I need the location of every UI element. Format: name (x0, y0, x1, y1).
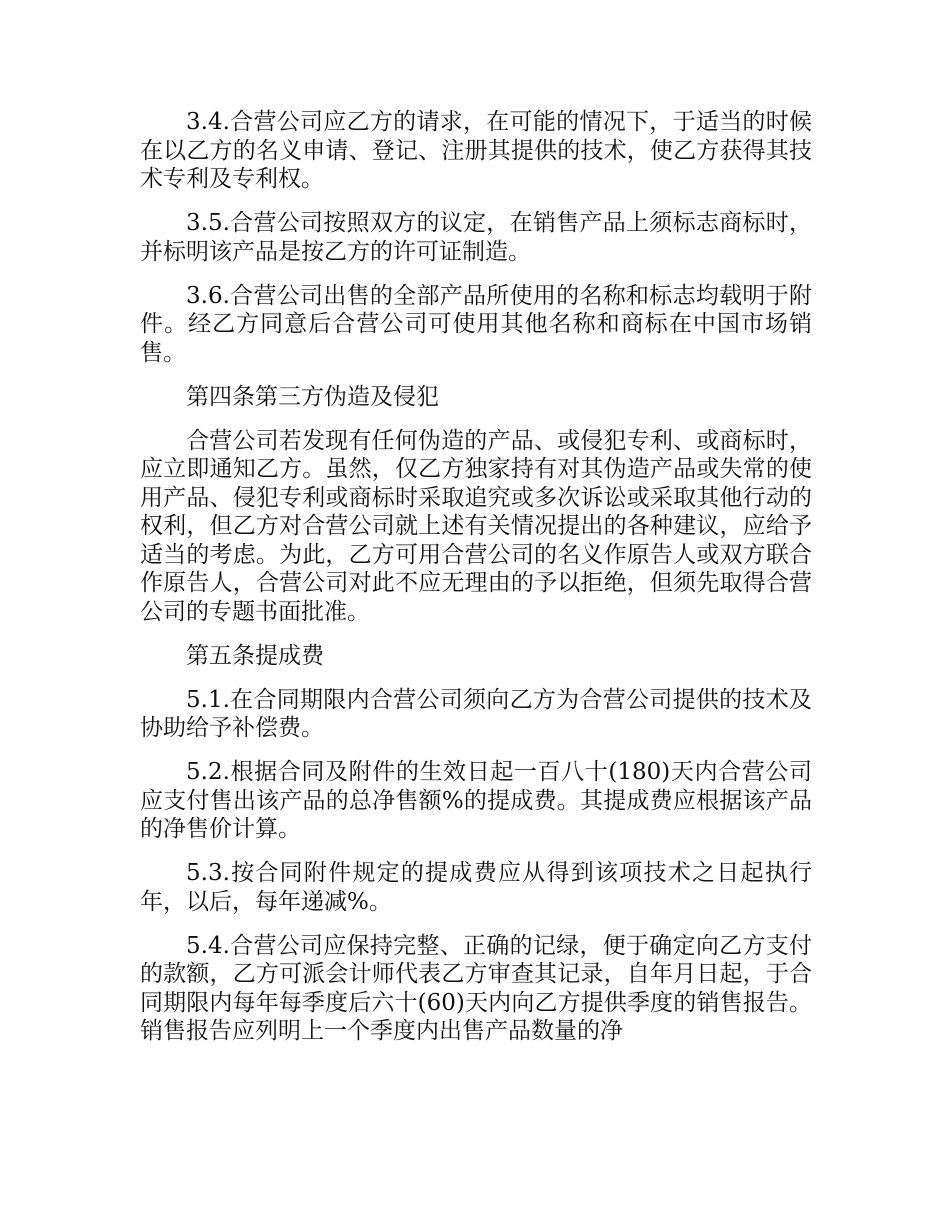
article-5-heading: 第五条提成费 (186, 642, 324, 669)
document-page (140, 108, 812, 1061)
clause-3-4: 3.4.合营公司应乙方的请求，在可能的情况下，于适当的时候在以乙方的名义申请、登记、注册其提供的技术，使乙方获得其技术专利及专利权。 (140, 109, 812, 192)
clause-5-2: 5.2.根据合同及附件的生效日起一百八十(180)天内合营公司应支付售出该产品的总净售额%的提成费。其提成费应根据该产品的净售价计算。 (140, 759, 812, 842)
article-4-heading: 第四条第三方伪造及侵犯 (186, 383, 439, 410)
clause-5-3: 5.3.按合同附件规定的提成费应从得到该项技术之日起执行年，以后，每年递减%。 (140, 860, 812, 915)
clause-3-5: 3.5.合营公司按照双方的议定，在销售产品上须标志商标时，并标明该产品是按乙方的许可证制造。 (140, 210, 812, 265)
clause-3-6: 3.6.合营公司出售的全部产品所使用的名称和标志均载明于附件。经乙方同意后合营公司可使用其他名称和商标在中国市场销售。 (140, 282, 812, 366)
clause-5-4: 5.4.合营公司应保持完整、正确的记绿，便于确定向乙方支付的款额，乙方可派会计师代表乙方审查其记录，自年月日起，于合同期限内每年每季度后六十(60)天内向乙方提供季度的销售报告。销售报告应列明上一个季度内出售产品数量的净 (140, 932, 812, 1044)
article-4-body: 合营公司若发现有任何伪造的产品、或侵犯专利、或商标时，应立即通知乙方。虽然，仅乙方独家持有对其伪造产品或失常的使用产品、侵犯专利或商标时采取追究或多次诉讼或采取其他行动的权利，但乙方对合营公司就上述有关情况提出的各种建议，应给予适当的考虑。为此，乙方可用合营公司的名义作原告人或双方联合作原告人，合营公司对此不应无理由的予以拒绝，但须先取得合营公司的专题书面批准。 (140, 427, 812, 625)
clause-5-1: 5.1.在合同期限内合营公司须向乙方为合营公司提供的技术及协助给予补偿费。 (140, 686, 812, 741)
